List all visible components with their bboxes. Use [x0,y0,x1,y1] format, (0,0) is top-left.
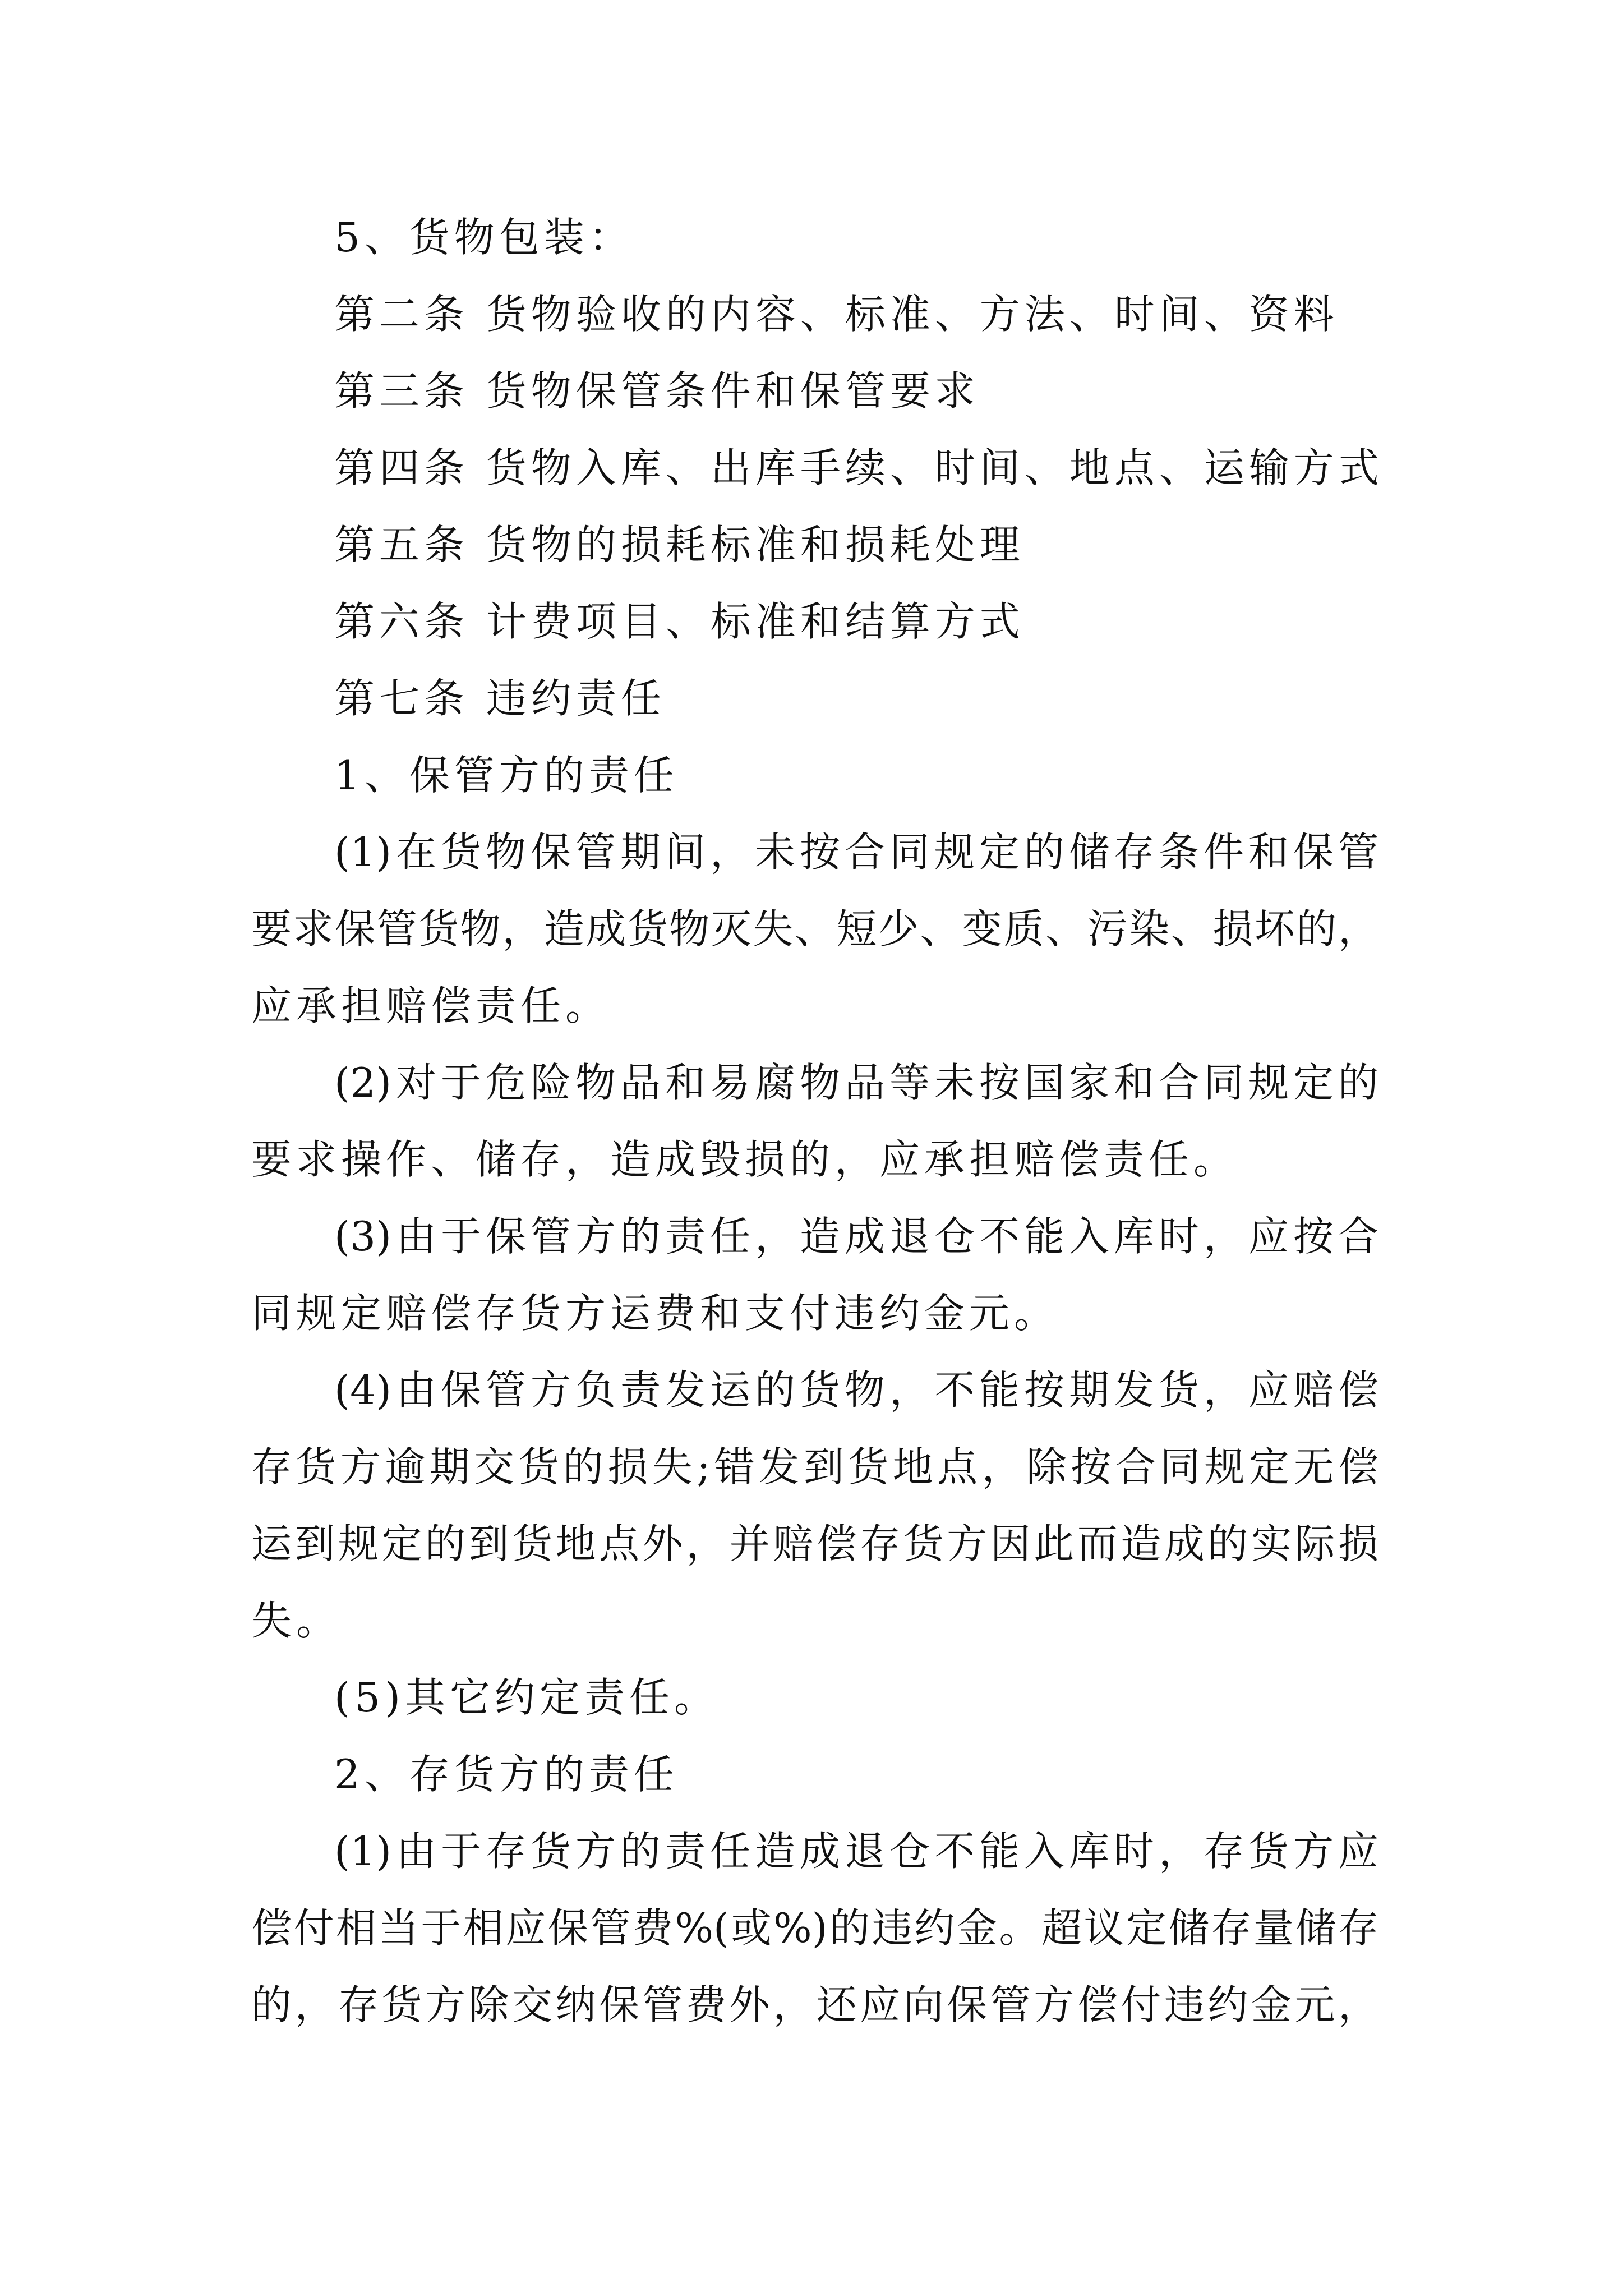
text-line: 5、货物包装： [334,214,634,261]
article-heading: 第五条 货物的损耗标准和损耗处理 [334,521,1025,568]
paragraph-line: (3)由于保管方的责任，造成退仓不能入库时，应按合 [334,1213,1378,1260]
paragraph-line: 的，存货方除交纳保管费外，还应向保管方偿付违约金元， [251,1981,1378,2028]
paragraph-line: 要求保管货物，造成货物灭失、短少、变质、污染、损坏的， [251,905,1378,953]
article-heading: 第二条 货物验收的内容、标准、方法、时间、资料 [334,291,1339,338]
paragraph-line: 应承担赔偿责任。 [251,982,611,1029]
paragraph-line: (1)在货物保管期间，未按合同规定的储存条件和保管 [334,829,1378,876]
article-heading: 第四条 货物入库、出库手续、时间、地点、运输方式 [334,444,1384,491]
paragraph-line: (1)由于存货方的责任造成退仓不能入库时，存货方应 [334,1828,1378,1875]
article-heading: 第三条 货物保管条件和保管要求 [334,367,980,415]
paragraph-line: 运到规定的到货地点外，并赔偿存货方因此而造成的实际损 [251,1520,1378,1567]
paragraph-line: 同规定赔偿存货方运费和支付违约金元。 [251,1290,1059,1337]
paragraph-line: (2)对于危险物品和易腐物品等未按国家和合同规定的 [334,1059,1378,1106]
document-body [251,199,1384,2044]
paragraph-line: 失。 [251,1597,342,1644]
paragraph-line: 偿付相当于相应保管费%(或%)的违约金。超议定储存量储存 [251,1904,1378,1952]
paragraph-line: (5)其它约定责任。 [334,1674,719,1721]
paragraph-line: 要求操作、储存，造成毁损的，应承担赔偿责任。 [251,1136,1239,1183]
paragraph-line: 存货方逾期交货的损失;错发到货地点，除按合同规定无偿 [251,1443,1378,1490]
paragraph-line: (4)由保管方负责发运的货物，不能按期发货，应赔偿 [334,1366,1378,1414]
article-heading: 第六条 计费项目、标准和结算方式 [334,598,1025,645]
section-heading: 2、存货方的责任 [334,1751,679,1798]
section-heading: 1、保管方的责任 [334,752,679,799]
article-heading: 第七条 违约责任 [334,675,666,722]
